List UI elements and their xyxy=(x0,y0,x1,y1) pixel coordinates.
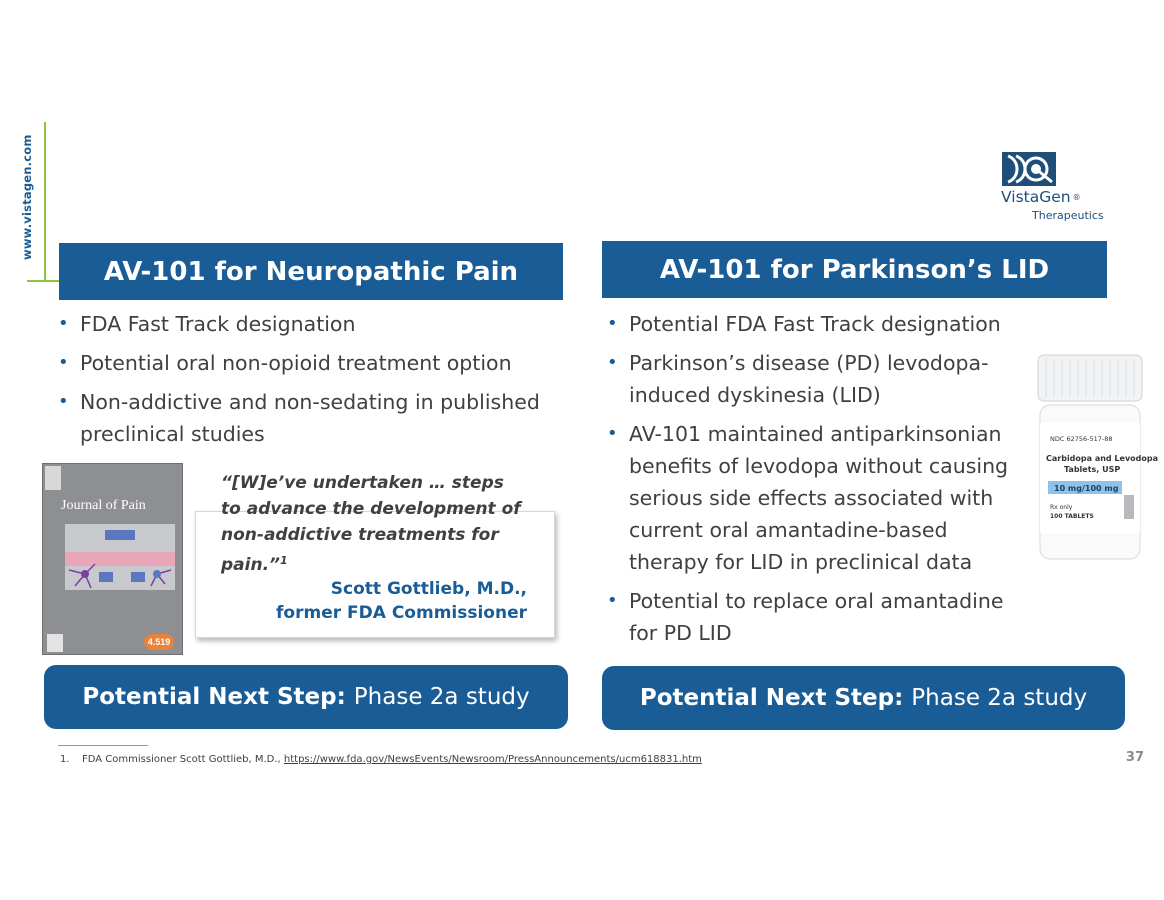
logo-subtitle: Therapeutics xyxy=(1032,209,1104,222)
quote-author xyxy=(250,577,527,625)
accent-horizontal-line xyxy=(27,280,59,282)
quote-author-title: former FDA Commissioner xyxy=(276,603,527,623)
journal-impact-badge: 4.519 xyxy=(144,634,174,650)
left-next-step-banner xyxy=(44,665,568,729)
footnote-text: FDA Commissioner Scott Gottlieb, M.D., xyxy=(82,754,284,765)
list-item: • FDA Fast Track designation xyxy=(58,308,558,340)
list-item: • Non-addictive and non-sedating in published preclinical studies xyxy=(58,386,558,450)
logo-reg-mark: ® xyxy=(1072,193,1081,202)
logo-name: VistaGen xyxy=(1001,188,1071,206)
footnote-link[interactable]: https://www.fda.gov/NewsEvents/Newsroom/PressAnnouncements/ucm618831.htm xyxy=(283,754,702,765)
quote-author-name: Scott Gottlieb, M.D., xyxy=(330,579,527,599)
medicine-bottle-image xyxy=(1036,353,1159,561)
vistagen-logo xyxy=(996,152,1116,228)
list-item: • AV-101 maintained antiparkinsonian benefits of levodopa without causing serious side effects associated with current oral amantadine-based therapy for LID in preclinical data xyxy=(607,418,1027,578)
journal-title: Journal of Pain xyxy=(61,498,146,513)
journal-of-pain-cover xyxy=(42,463,183,655)
bottle-dose: 10 mg/100 mg xyxy=(1054,484,1119,493)
footnote-number: 1. xyxy=(60,754,70,765)
next-step-value: Phase 2a study xyxy=(911,685,1088,711)
quote-text: “[W]e’ve undertaken … steps to advance the development of non-addictive treatments for pain.”$^1$ xyxy=(221,470,521,578)
list-item: • Potential oral non-opioid treatment option xyxy=(58,347,558,379)
quote-footnote-ref: 1 xyxy=(279,554,288,567)
journal-publisher-logo xyxy=(45,466,61,490)
right-section-header: AV-101 for Parkinson’s LID xyxy=(602,241,1107,298)
bottle-rx: Rx only xyxy=(1050,504,1073,511)
left-section-header: AV-101 for Neuropathic Pain xyxy=(59,243,563,300)
next-step-value: Phase 2a study xyxy=(353,684,530,710)
footnote xyxy=(60,754,702,765)
list-item: • Potential to replace oral amantadine for PD LID xyxy=(607,585,1027,649)
list-item: • Potential FDA Fast Track designation xyxy=(607,308,1027,340)
vistagen-logo-mark-icon xyxy=(1002,152,1056,186)
footnote-divider xyxy=(58,745,148,746)
next-step-label: Potential Next Step: xyxy=(82,684,346,710)
journal-society-seal-icon xyxy=(47,634,63,652)
list-item: • Parkinson’s disease (PD) levodopa-induced dyskinesia (LID) xyxy=(607,347,1027,411)
side-url: www.vistagen.com xyxy=(20,134,34,260)
page-number: 37 xyxy=(1125,750,1144,765)
journal-cover-illustration xyxy=(65,524,175,590)
left-bullet-list xyxy=(58,308,558,457)
next-step-label: Potential Next Step: xyxy=(639,685,904,711)
accent-vertical-line xyxy=(44,122,46,282)
bottle-drug-line2: Tablets, USP xyxy=(1064,465,1121,474)
bottle-ndc: NDC 62756-517-88 xyxy=(1050,435,1113,443)
bottle-count: 100 TABLETS xyxy=(1050,513,1094,520)
bottle-drug-line1: Carbidopa and Levodopa xyxy=(1046,454,1159,463)
right-next-step-banner xyxy=(602,666,1125,730)
right-bullet-list xyxy=(607,308,1027,656)
